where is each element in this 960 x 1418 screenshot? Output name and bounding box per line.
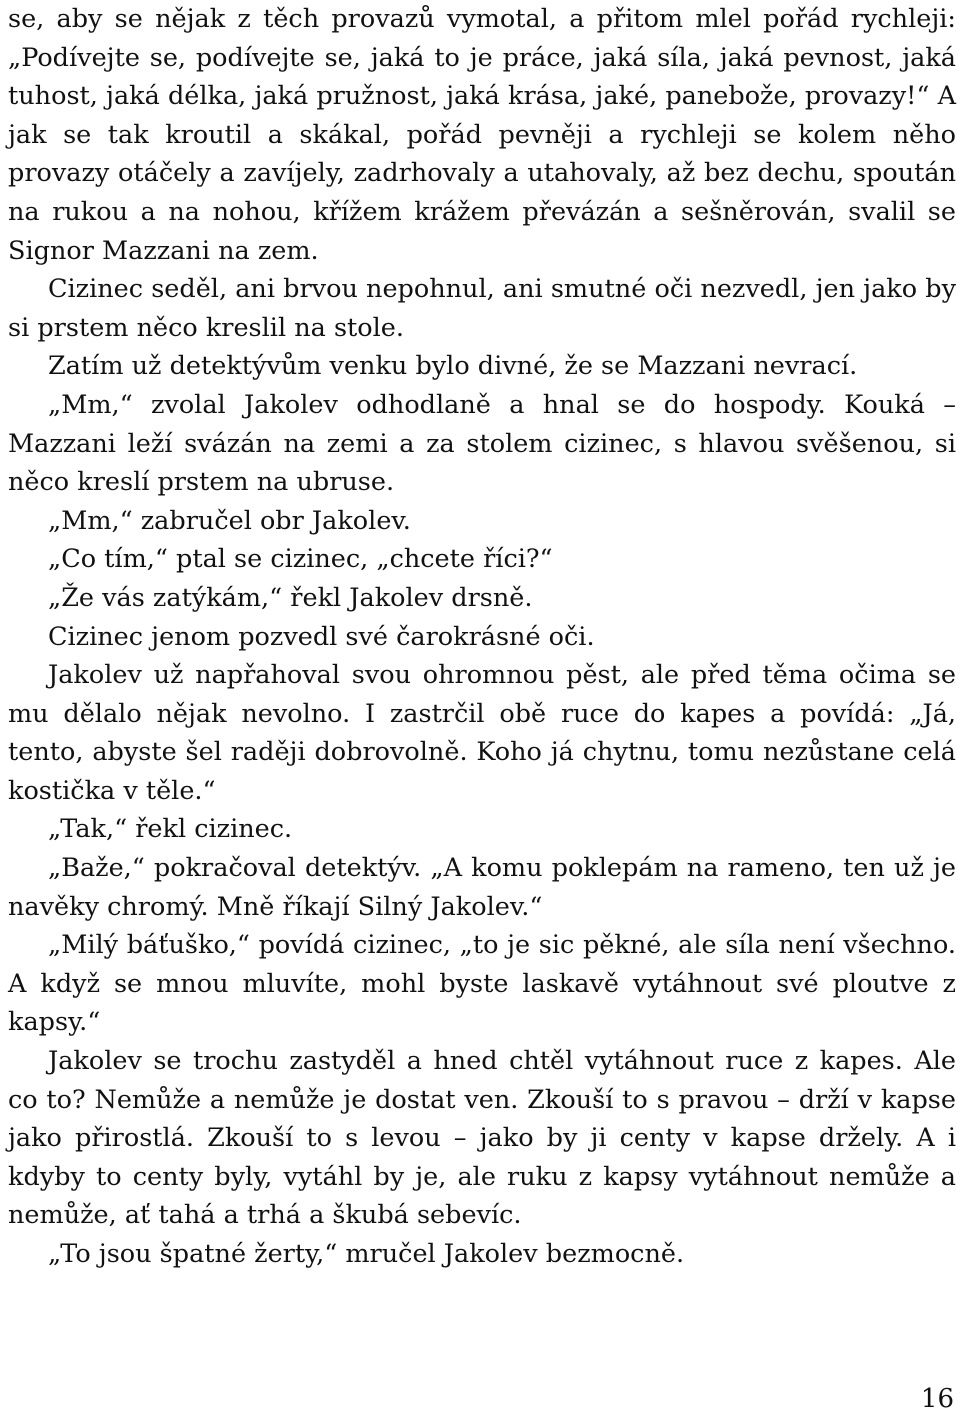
paragraph: se, aby se nějak z těch provazů vymotal, a přitom mlel pořád rychleji: „Podívejte se, podívejte se, jaká to je práce, jaká síla, jaká pevnost, jaká tuhost, jaká délka, jaká pružnost, jaká krása, jaké, panebože, provazy!“ A jak se tak kroutil a skákal, pořád pevněji a rychleji se kolem něho provazy otáčely a zavíjely, zadrhovaly a utahovaly, až bez dechu, spoután na rukou a na nohou, křížem krážem převázán a sešněrován, svalil se Signor Mazzani na zem. — [8, 4, 956, 266]
paragraph: Jakolev se trochu zastyděl a hned chtěl vytáhnout ruce z kapes. Ale co to? Nemůže a nemůže je dostat ven. Zkouší to s pravou – drží v kapse jako přirostlá. Zkouší to s levou – jako by ji centy v kapse držely. A i kdyby to centy byly, vytáhl by je, ale ruku z kapsy vytáhnout nemůže a nemůže, ať tahá a trhá a škubá sebevíc. — [8, 1046, 956, 1231]
paragraph: „Baže,“ pokračoval detektýv. „A komu poklepám na rameno, ten už je navěky chromý. Mně říkají Silný Jakolev.“ — [8, 853, 956, 922]
paragraph: „Mm,“ zabručel obr Jakolev. — [48, 505, 411, 536]
paragraph: Jakolev už napřahoval svou ohromnou pěst, ale před těma očima se mu dělalo nějak nevolno. I zastrčil obě ruce do kapes a povídá: „Já, tento, abyste šel raději dobrovolně. Koho já chytnu, tomu nezůstane celá kostička v těle.“ — [8, 660, 956, 806]
paragraph: „Milý báťuško,“ povídá cizinec, „to je sic pěkné, ale síla není všechno. A když se mnou mluvíte, mohl byste laskavě vytáhnout své ploutve z kapsy.“ — [8, 930, 956, 1038]
paragraph: Zatím už detektývům venku bylo divné, že se Mazzani nevrací. — [48, 351, 858, 382]
paragraph: „To jsou špatné žerty,“ mručel Jakolev bezmocně. — [48, 1239, 685, 1269]
paragraph: „Mm,“ zvolal Jakolev odhodlaně a hnal se do hospody. Kouká – Mazzani leží svázán na zemi a za stolem cizinec, s hlavou svěšenou, si něco kreslí prstem na ubruse. — [8, 389, 956, 498]
paragraph: „Co tím,“ ptal se cizinec, „chcete říci?“ — [48, 544, 553, 575]
page-number: 16 — [920, 1384, 954, 1414]
paragraph: „Tak,“ řekl cizinec. — [48, 814, 293, 845]
page-body — [8, 0, 956, 1274]
paragraph: Cizinec jenom pozvedl své čarokrásné oči. — [48, 621, 595, 652]
paragraph: Cizinec seděl, ani brvou nepohnul, ani smutné oči nezvedl, jen jako by si prstem něco kreslil na stole. — [8, 274, 956, 343]
paragraph: „Že vás zatýkám,“ řekl Jakolev drsně. — [48, 582, 533, 613]
